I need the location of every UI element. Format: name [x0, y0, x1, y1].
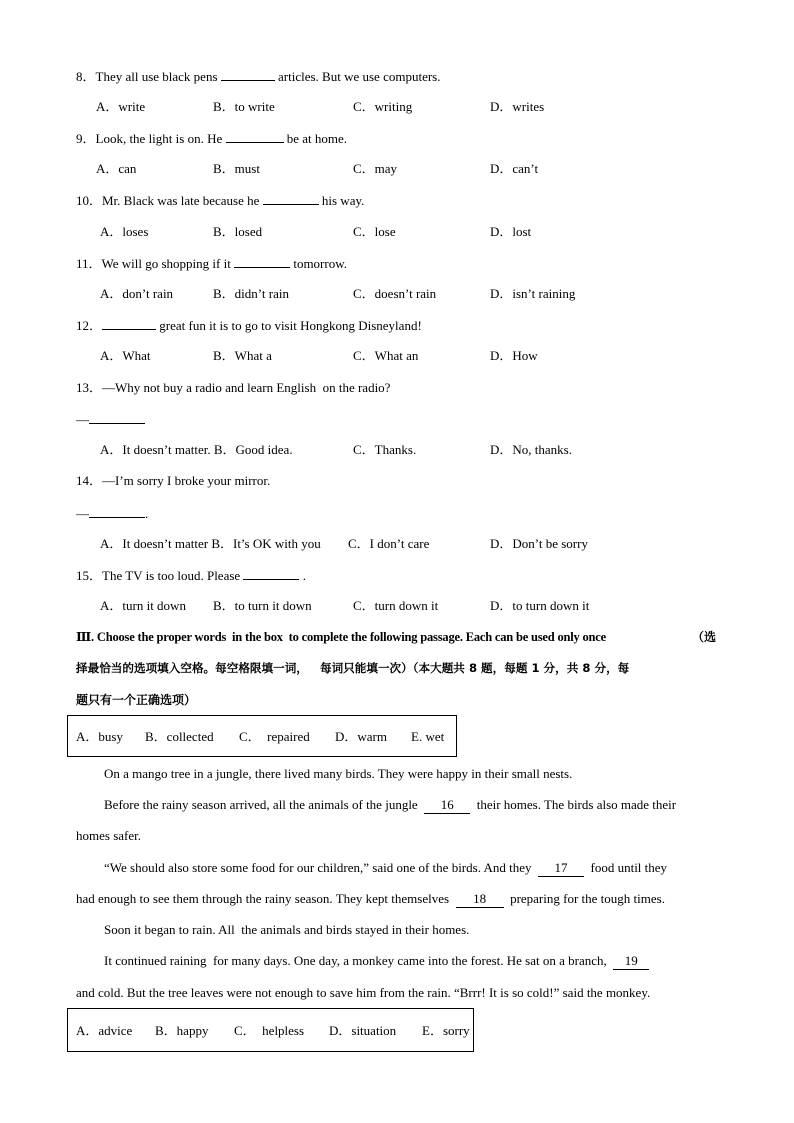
question-15-stem: [76, 567, 306, 584]
answer-blank: [226, 130, 284, 143]
word-box-1: [67, 715, 457, 757]
option-a: A．loses: [100, 224, 149, 239]
option-a: A．turn it down: [100, 598, 186, 613]
passage-text: Before the rainy season arrived, all the animals of the jungle: [104, 797, 425, 812]
word-option: A．advice: [76, 1023, 133, 1038]
passage-text: “We should also store some food for our children,” said one of the birds. And they: [104, 860, 538, 875]
answer-blank: [102, 317, 156, 330]
stem-text: his way.: [318, 193, 365, 208]
option-d: D．lost: [490, 224, 532, 239]
word-option: B．collected: [145, 729, 214, 744]
option-c: C．Thanks.: [353, 442, 417, 457]
section-3-title: Ⅲ. Choose the proper words in the box to complete the following passage. Each can be used only once: [76, 630, 606, 644]
passage-line: homes safer.: [76, 828, 141, 843]
option-c: C．turn down it: [353, 598, 439, 613]
option-d: D．to turn down it: [490, 598, 590, 613]
question-11-stem: [76, 255, 347, 272]
option-c: C．lose: [353, 224, 396, 239]
option-d: D．No, thanks.: [490, 442, 572, 457]
option-b: B．must: [213, 161, 260, 176]
passage-text: their homes. The birds also made their: [470, 797, 677, 812]
section-3-instructions-end: 题只有一个正确选项）: [76, 693, 197, 707]
option-c: C．doesn’t rain: [353, 286, 437, 301]
passage-paragraph: On a mango tree in a jungle, there lived many birds. They were happy in their small nests.: [104, 766, 573, 781]
word-option: A．busy: [76, 729, 123, 744]
stem-text: articles. But we use computers.: [274, 69, 441, 84]
reply-end: .: [145, 506, 149, 521]
question-10-stem: [76, 192, 364, 209]
word-option: E．sorry: [422, 1023, 470, 1038]
answer-blank: [221, 68, 275, 81]
stem-text: .: [299, 568, 306, 583]
word-option: D．situation: [329, 1023, 397, 1038]
option-b: B．didn’t rain: [213, 286, 289, 301]
word-option: C． helpless: [234, 1023, 305, 1038]
word-option: D．warm: [335, 729, 387, 744]
stem-text: 15．The TV is too loud. Please: [76, 568, 244, 583]
passage-paragraph: [104, 797, 676, 814]
option-a-b: A．It doesn’t matter. B．Good idea.: [100, 442, 293, 457]
stem-text: tomorrow.: [290, 256, 348, 271]
passage-text: had enough to see them through the rainy season. They kept themselves: [76, 891, 456, 906]
option-b: B．to turn it down: [213, 598, 312, 613]
section-3-title-cn: （选: [692, 630, 717, 644]
answer-blank: [89, 505, 145, 518]
option-d: D．writes: [490, 99, 545, 114]
option-c: C．writing: [353, 99, 413, 114]
option-d: D．can’t: [490, 161, 539, 176]
word-option: E. wet: [411, 729, 445, 744]
option-c: C．I don’t care: [348, 536, 430, 551]
reply-dash: —: [76, 412, 89, 427]
question-13-reply: [76, 411, 145, 428]
option-b: B．to write: [213, 99, 275, 114]
word-option: B．happy: [155, 1023, 209, 1038]
blank-16: 16: [424, 797, 470, 814]
passage-text: food until they: [584, 860, 668, 875]
stem-text: be at home.: [283, 131, 348, 146]
word-option: C． repaired: [239, 729, 310, 744]
option-a: A．write: [96, 99, 146, 114]
passage-line: [76, 891, 665, 908]
passage-paragraph: [104, 860, 667, 877]
blank-17: 17: [538, 860, 584, 877]
answer-blank: [263, 192, 319, 205]
reply-dash: —: [76, 506, 89, 521]
option-a: A．What: [100, 348, 151, 363]
section-3-instructions: 择最恰当的选项填入空格。每空格限填一词， 每词只能填一次）（本大题共 8 题，每题 1 分，共 8 分，每: [76, 661, 630, 675]
answer-blank: [243, 567, 299, 580]
option-c: C．may: [353, 161, 398, 176]
option-b: B．What a: [213, 348, 272, 363]
stem-text: 10．Mr. Black was late because he: [76, 193, 263, 208]
question-13-stem: 13．—Why not buy a radio and learn English on the radio?: [76, 380, 391, 395]
question-8-stem: [76, 68, 440, 85]
blank-18: 18: [456, 891, 504, 908]
option-d: D．isn’t raining: [490, 286, 576, 301]
word-box-2: [67, 1008, 474, 1052]
passage-paragraph: [104, 953, 649, 970]
stem-text: great fun it is to go to visit Hongkong Disneyland!: [156, 318, 422, 333]
passage-text: It continued raining for many days. One day, a monkey came into the forest. He sat on a branch,: [104, 953, 614, 968]
stem-text: 8．They all use black pens: [76, 69, 221, 84]
stem-text: 12．: [76, 318, 103, 333]
passage-text: preparing for the tough times.: [503, 891, 665, 906]
stem-text: 11．We will go shopping if it: [76, 256, 235, 271]
question-9-stem: [76, 130, 347, 147]
option-a: A．can: [96, 161, 137, 176]
question-14-stem: 14．—I’m sorry I broke your mirror.: [76, 473, 271, 488]
passage-paragraph: Soon it began to rain. All the animals and birds stayed in their homes.: [104, 922, 470, 937]
answer-blank: [234, 255, 290, 268]
option-d: D．Don’t be sorry: [490, 536, 588, 551]
blank-19: 19: [613, 953, 649, 970]
stem-text: 9．Look, the light is on. He: [76, 131, 226, 146]
answer-blank: [89, 411, 145, 424]
option-a-b: A．It doesn’t matter B．It’s OK with you: [100, 536, 321, 551]
option-a: A．don’t rain: [100, 286, 174, 301]
question-14-reply: [76, 505, 148, 522]
question-12-stem: [76, 317, 422, 334]
option-c: C．What an: [353, 348, 419, 363]
passage-line: and cold. But the tree leaves were not enough to save him from the rain. “Brrr! It is so cold!” said the monkey.: [76, 985, 651, 1000]
option-d: D．How: [490, 348, 538, 363]
option-b: B．losed: [213, 224, 263, 239]
